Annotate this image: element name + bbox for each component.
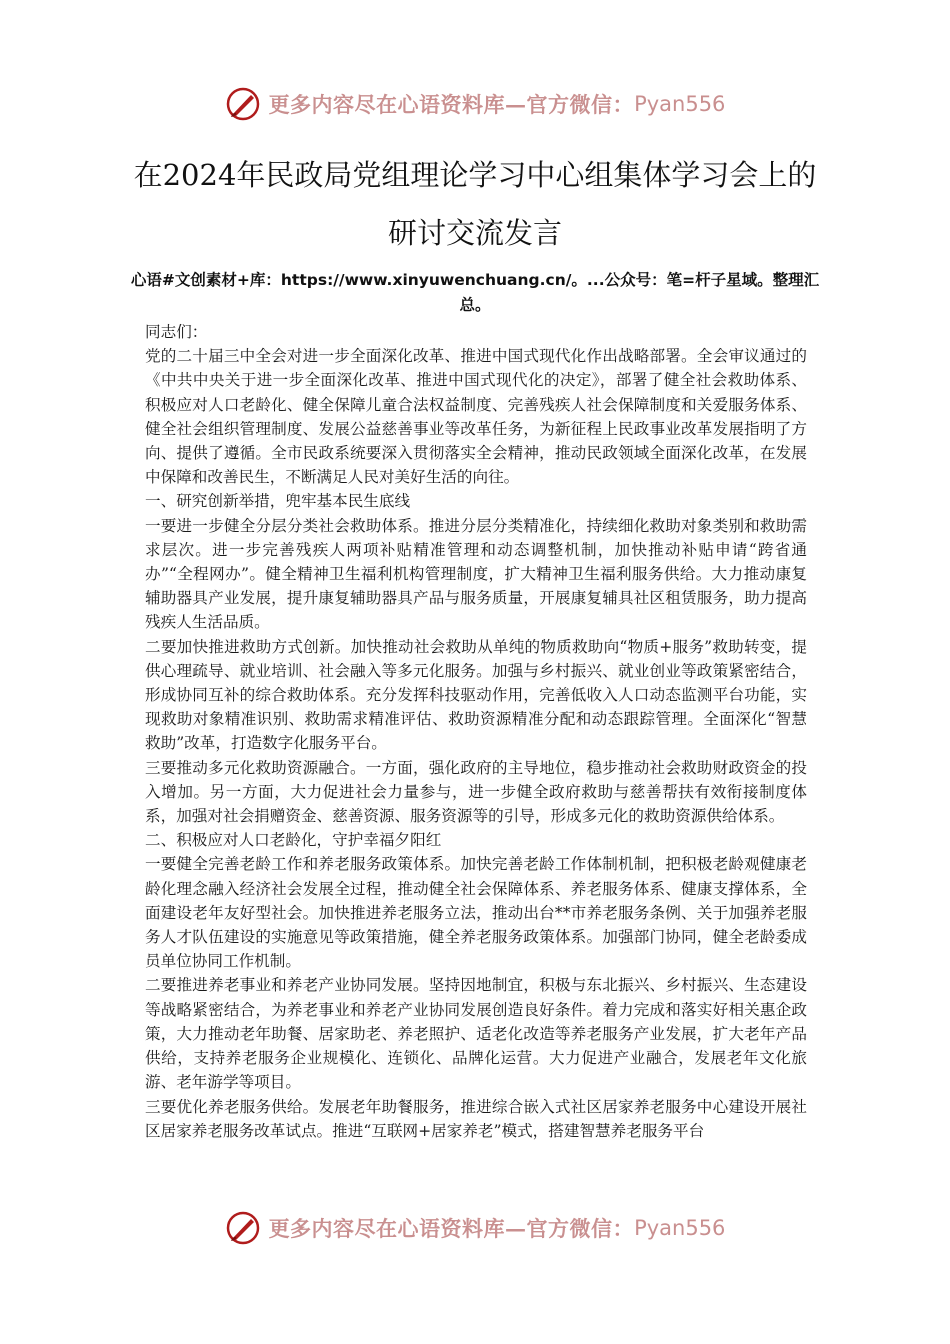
banner-wechat-id: Pyan556 bbox=[634, 1216, 726, 1240]
paragraph: 一要健全完善老龄工作和养老服务政策体系。加快完善老龄工作体制机制，把积极老龄观健康老龄化理念融入经济社会发展全过程，推动健全社会保障体系、养老服务体系、健康支撑体系，全面建设老年友好型社会。加快推进养老服务立法，推动出台**市养老服务条例、关于加强养老服务人才队伍建设的实施意见等政策措施，健全养老服务政策体系。加强部门协同，健全老龄委成员单位协同工作机制。 bbox=[145, 855, 807, 971]
paragraph: 同志们： bbox=[145, 323, 208, 341]
brush-logo-icon bbox=[225, 86, 261, 122]
banner-text: 更多内容尽在心语资料库—官方微信： bbox=[268, 1216, 635, 1241]
banner-text: 更多内容尽在心语资料库—官方微信： bbox=[268, 92, 635, 117]
section-heading: 二、积极应对人口老龄化，守护幸福夕阳红 bbox=[145, 831, 442, 850]
paragraph: 三要优化养老服务供给。发展老年助餐服务，推进综合嵌入式社区居家养老服务中心建设开展社区居家养老服务改革试点。推进“互联网+居家养老”模式，搭建智慧养老服务平台 bbox=[145, 1097, 807, 1140]
document-body bbox=[145, 320, 807, 1143]
brush-logo-icon bbox=[225, 1210, 261, 1246]
banner-wechat-id: Pyan556 bbox=[634, 92, 726, 116]
source-line: 心语#文创素材+库：https://www.xinyuwenchuang.cn/。...公众号：笔=杆子星域。整理汇总。 bbox=[130, 271, 820, 314]
paragraph: 三要推动多元化救助资源融合。一方面，强化政府的主导地位，稳步推动社会救助财政资金的投入增加。另一方面，大力促进社会力量参与，进一步健全政府救助与慈善帮扶有效衔接制度体系，加强对社会捐赠资金、慈善资源、服务资源等的引导，形成多元化的救助资源供给体系。 bbox=[145, 758, 807, 826]
paragraph: 二要加快推进救助方式创新。加快推动社会救助从单纯的物质救助向“物质+服务”救助转变，提供心理疏导、就业培训、社会融入等多元化服务。加强与乡村振兴、就业创业等政策紧密结合，形成协同互补的综合救助体系。充分发挥科技驱动作用，完善低收入人口动态监测平台功能，实现救助对象精准识别、救助需求精准评估、救助资源精准分配和动态跟踪管理。全面深化“智慧救助”改革，打造数字化服务平台。 bbox=[145, 637, 807, 753]
section-heading: 一、研究创新举措，兜牢基本民生底线 bbox=[145, 492, 411, 511]
header-watermark-banner bbox=[0, 82, 950, 126]
paragraph: 党的二十届三中全会对进一步全面深化改革、推进中国式现代化作出战略部署。全会审议通过的《中共中央关于进一步全面深化改革、推进中国式现代化的决定》，部署了健全社会救助体系、积极应对人口老龄化、健全保障儿童合法权益制度、完善残疾人社会保障制度和关爱服务体系、健全社会组织管理制度、发展公益慈善事业等改革任务，为新征程上民政事业改革发展指明了方向、提供了遵循。全市民政系统要深入贯彻落实全会精神，推动民政领域全面深化改革，在发展中保障和改善民生，不断满足人民对美好生活的向往。 bbox=[145, 347, 807, 487]
paragraph: 二要推进养老事业和养老产业协同发展。坚持因地制宜，积极与东北振兴、乡村振兴、生态建设等战略紧密结合，为养老事业和养老产业协同发展创造良好条件。着力完成和落实好相关惠企政策，大力推动老年助餐、居家助老、养老照护、适老化改造等养老服务产业发展，扩大老年产品供给，支持养老服务企业规模化、连锁化、品牌化运营。大力促进产业融合，发展老年文化旅游、老年游学等项目。 bbox=[145, 976, 807, 1092]
paragraph: 一要进一步健全分层分类社会救助体系。推进分层分类精准化，持续细化救助对象类别和救助需求层次。进一步完善残疾人两项补贴精准管理和动态调整机制，加快推动补贴申请“跨省通办”“全程网办”。健全精神卫生福利机构管理制度，扩大精神卫生福利服务供给。大力推动康复辅助器具产业发展，提升康复辅助器具产品与服务质量，开展康复辅具社区租赁服务，助力提高残疾人生活品质。 bbox=[145, 516, 807, 632]
document-title: 在2024年民政局党组理论学习中心组集体学习会上的研讨交流发言 bbox=[133, 158, 817, 250]
footer-watermark-banner bbox=[0, 1206, 950, 1250]
